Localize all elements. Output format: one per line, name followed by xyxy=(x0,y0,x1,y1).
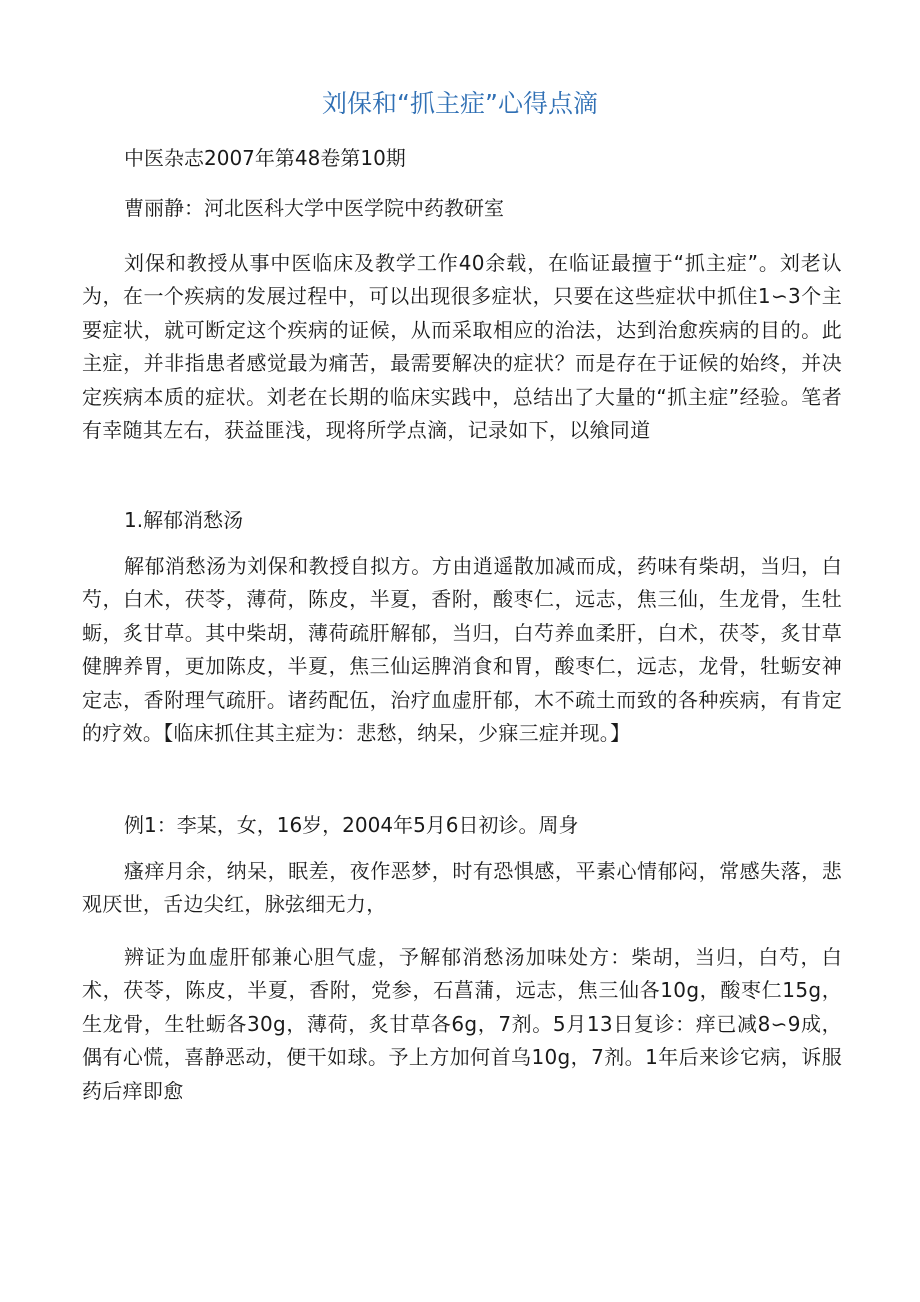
formula-paragraph: 解郁消愁汤为刘保和教授自拟方。方由逍遥散加减而成，药味有柴胡，当归，白芍，白术，茯苓，薄荷，陈皮，半夏，香附，酸枣仁，远志，焦三仙，生龙骨，生牡蛎，炙甘草。其中柴胡，薄荷疏肝解郁，当归，白芍养血柔肝，白术，茯苓，炙甘草健脾养胃，更加陈皮，半夏，焦三仙运脾消食和胃，酸枣仁，远志，龙骨，牡蛎安神定志，香附理气疏肝。诸药配伍，治疗血虚肝郁，木不疏土而致的各种疾病，有肯定的疗效。【临床抓住其主症为：悲愁，纳呆，少寐三症并现。】 xyxy=(82,554,842,746)
case-intro: 例1：李某，女，16岁，2004年5月6日初诊。周身 xyxy=(124,813,579,837)
author-affiliation: 曹丽静：河北医科大学中医学院中药教研室 xyxy=(124,196,504,220)
case-symptoms-paragraph: 瘙痒月余，纳呆，眠差，夜作恶梦，时有恐惧感，平素心情郁闷，常感失落，悲观厌世，舌边尖红，脉弦细无力， xyxy=(82,859,842,917)
section-heading: 1.解郁消愁汤 xyxy=(124,508,244,532)
article-title: 刘保和“抓主症”心得点滴 xyxy=(322,89,598,118)
intro-paragraph: 刘保和教授从事中医临床及教学工作40余载，在临证最擅于“抓主症”。刘老认为，在一个疾病的发展过程中，可以出现很多症状，只要在这些症状中抓住1∽3个主要症状，就可断定这个疾病的证候，从而采取相应的治法，达到治愈疾病的目的。此主症，并非指患者感觉最为痛苦，最需要解决的症状？而是存在于证候的始终，并决定疾病本质的症状。刘老在长期的临床实践中，总结出了大量的“抓主症”经验。笔者有幸随其左右，获益匪浅，现将所学点滴，记录如下，以飨同道 xyxy=(82,251,842,443)
journal-source: 中医杂志2007年第48卷第10期 xyxy=(124,146,406,170)
case-diagnosis-paragraph: 辨证为血虚肝郁兼心胆气虚，予解郁消愁汤加味处方：柴胡，当归，白芍，白术，茯苓，陈皮，半夏，香附，党参，石菖蒲，远志，焦三仙各10g，酸枣仁15g，生龙骨，生牡蛎各30g，薄荷，炙甘草各6g，7剂。5月13日复诊：痒已减8∽9成，偶有心慌，喜静恶动，便干如球。予上方加何首乌10g，7剂。1年后来诊它病，诉服药后痒即愈 xyxy=(82,945,842,1103)
